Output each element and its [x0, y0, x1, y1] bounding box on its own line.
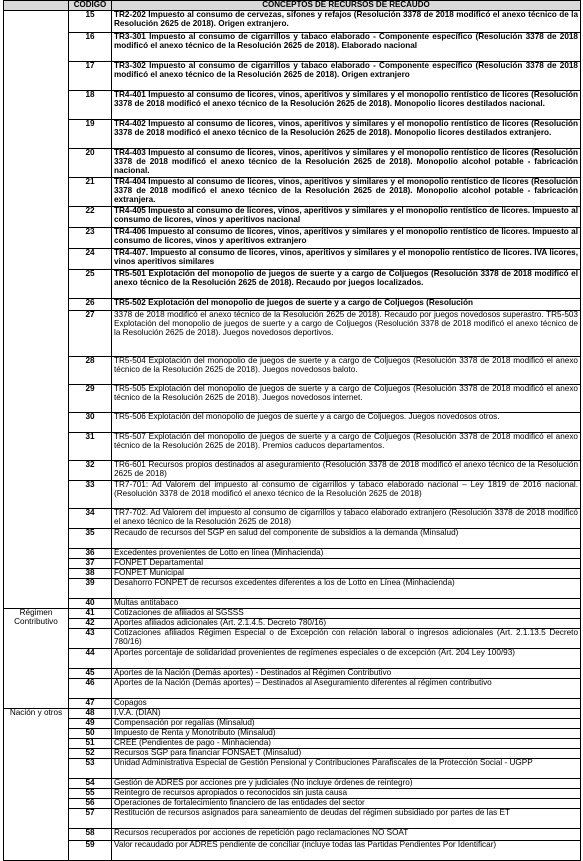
group-label [4, 11, 69, 609]
code-cell: 33 [69, 481, 112, 509]
concept-cell: Aportes de la Nación (Demás aportes) - Destinados al Régimen Contributivo [112, 669, 581, 679]
table-row [4, 739, 581, 749]
group-label: Régimen Contributivo [4, 609, 69, 709]
table-row [4, 719, 581, 729]
code-cell: 54 [69, 779, 112, 789]
code-cell: 25 [69, 270, 112, 299]
concept-cell: Cotizaciones de afiliados al SGSSS [112, 609, 581, 619]
code-cell: 42 [69, 619, 112, 629]
table-row [4, 759, 581, 779]
table-row [4, 385, 581, 413]
concept-cell: Recursos SGP para financiar FONSAET (Minsalud) [112, 749, 581, 759]
code-cell: 52 [69, 749, 112, 759]
code-cell: 17 [69, 62, 112, 91]
concept-cell: Recursos recuperados por acciones de repetición pago reclamaciones NO SOAT [112, 829, 581, 841]
table-row [4, 779, 581, 789]
concept-cell: TR7-702. Ad Valorem del impuesto al consumo de cigarrillos y tabaco elaborado extranjero (Resolución 3378 de 2018 modificó el anexo técnico de la Resolución 2625 de 2018) [112, 509, 581, 529]
concept-cell: Operaciones de fortalecimiento financiero de las entidades del sector [112, 799, 581, 809]
table-row [4, 509, 581, 529]
concept-cell: TR4-402 Impuesto al consumo de licores, vinos, aperitivos y similares y el monopolio rentístico de licores (Resolución 3378 de 2018 modificó el anexo técnico de la Resolución 2625 de 2018). Monopolio licores destilados extranjero. [112, 120, 581, 149]
code-cell: 59 [69, 841, 112, 861]
header-code: CODIGO [69, 1, 112, 11]
concept-cell: TR2-202 Impuesto al consumo de cervezas, sifones y refajos (Resolución 3378 de 2018 modificó el anexo técnico de la Resolución 2625 de 2018). Origen extranjero. [112, 11, 581, 33]
concept-cell: Aportes porcentaje de solidaridad provenientes de regímenes especiales o de excepción (Art. 204 Ley 100/93) [112, 649, 581, 669]
header-concept: CONCEPTOS DE RECURSOS DE RECAUDO [112, 1, 581, 11]
table-row [4, 91, 581, 120]
group-label: Nación y otros [4, 709, 69, 861]
concept-cell: TR4-404 Impuesto al consumo de licores, vinos, aperitivos y similares y el monopolio rentístico de licores (Resolución 3378 de 2018 modificó el anexo técnico de la Resolución 2625 de 2018). Monopolio alcohol potable - fabricación extranjera. [112, 178, 581, 207]
code-cell: 38 [69, 569, 112, 579]
code-cell: 34 [69, 509, 112, 529]
code-cell: 51 [69, 739, 112, 749]
table-row [4, 228, 581, 249]
table-row [4, 609, 581, 619]
code-cell: 49 [69, 719, 112, 729]
code-cell: 35 [69, 529, 112, 549]
table-row [4, 809, 581, 829]
concept-cell: CREE (Pendientes de pago - Minhacienda) [112, 739, 581, 749]
concept-cell: Impuesto de Renta y Monotributo (Minsalud) [112, 729, 581, 739]
table-row [4, 270, 581, 299]
code-cell: 24 [69, 249, 112, 270]
code-cell: 19 [69, 120, 112, 149]
code-cell: 22 [69, 207, 112, 228]
code-cell: 28 [69, 357, 112, 385]
concept-cell: Copagos [112, 699, 581, 709]
code-cell: 44 [69, 649, 112, 669]
concept-cell: Valor recaudado por ADRES pendiente de conciliar (incluye todas las Partidas Pendientes Por Identificar) [112, 841, 581, 861]
concept-cell: TR5-506 Explotación del monopolio de juegos de suerte y a cargo de Coljuegos. Juegos novedosos otros. [112, 413, 581, 433]
concept-cell: FONPET Departamental [112, 559, 581, 569]
table-row [4, 549, 581, 559]
table-row [4, 789, 581, 799]
table-row [4, 481, 581, 509]
table-row [4, 649, 581, 669]
code-cell: 43 [69, 629, 112, 649]
concept-cell: TR4-401 Impuesto al consumo de licores, vinos, aperitivos y similares y el monopolio rentístico de licores (Resolución 3378 de 2018 modificó el anexo técnico de la Resolución 2625 de 2018). Monopolio licores destilados nacional. [112, 91, 581, 120]
concept-cell: TR3-302 Impuesto al consumo de cigarrillos y tabaco elaborado - Componente específico (Resolución 3378 de 2018 modificó el anexo técnico de la Resolución 2625 de 2018). Origen extranjero [112, 62, 581, 91]
table-row [4, 619, 581, 629]
table-row [4, 120, 581, 149]
concept-cell: TR5-505 Explotación del monopolio de juegos de suerte y a cargo de Coljuegos (Resolución 3378 de 2018 modificó el anexo técnico de la Resolución 2625 de 2018). Juegos novedosos internet. [112, 385, 581, 413]
table-row [4, 799, 581, 809]
table-row [4, 629, 581, 649]
table-row [4, 62, 581, 91]
concept-cell: TR3-301 Impuesto al consumo de cigarrillos y tabaco elaborado - Componente específico (Resolución 3378 de 2018 modificó el anexo técnico de la Resolución 2625 de 2018). Elaborado nacional [112, 33, 581, 62]
code-cell: 36 [69, 549, 112, 559]
concept-cell: Excedentes provenientes de Lotto en línea (Minhacienda) [112, 549, 581, 559]
table-row [4, 249, 581, 270]
table-row [4, 433, 581, 461]
code-cell: 31 [69, 433, 112, 461]
code-cell: 15 [69, 11, 112, 33]
table-row [4, 149, 581, 178]
code-cell: 46 [69, 679, 112, 699]
table-row [4, 679, 581, 699]
table-row [4, 413, 581, 433]
table-row [4, 207, 581, 228]
table-row [4, 559, 581, 569]
table-body [4, 11, 581, 861]
table-row [4, 11, 581, 33]
concept-cell: Reintegro de recursos apropiados o reconocidos sin justa causa [112, 789, 581, 799]
code-cell: 23 [69, 228, 112, 249]
concept-cell: TR4-405 Impuesto al consumo de licores, vinos, aperitivos y similares y el monopolio rentístico de licores. Impuesto al consumo de licores, vinos y aperitivos nacional [112, 207, 581, 228]
concept-cell: Desahorro FONPET de recursos excedentes diferentes a los de Lotto en Línea (Minhacienda) [112, 579, 581, 599]
table-row [4, 357, 581, 385]
code-cell: 27 [69, 311, 112, 357]
table-row [4, 749, 581, 759]
concept-cell: TR6-601 Recursos propios destinados al aseguramiento (Resolución 3378 de 2018 modificó el anexo técnico de la Resolución 2625 de 2018) [112, 461, 581, 481]
table-row [4, 579, 581, 599]
table-row [4, 699, 581, 709]
code-cell: 45 [69, 669, 112, 679]
code-cell: 32 [69, 461, 112, 481]
concept-cell: TR5-507 Explotación del monopolio de juegos de suerte y a cargo de Coljuegos (Resolución 3378 de 2018 modificó el anexo técnico de la Resolución 2625 de 2018). Premios caducos departamentos. [112, 433, 581, 461]
table-row [4, 178, 581, 207]
table-row [4, 569, 581, 579]
code-cell: 41 [69, 609, 112, 619]
header-row [4, 1, 581, 11]
code-cell: 37 [69, 559, 112, 569]
table-row [4, 599, 581, 609]
concept-cell: 3378 de 2018 modificó el anexo técnico de la Resolución 2625 de 2018). Recaudo por juegos novedosos superastro. TR5-503 Explotación del monopolio de juegos de suerte y a cargo de Coljuegos (Resolución 3378 de 2018 modificó el anexo técnico de la Resolución 2625 de 2018). Juegos novedosos deportivos. [112, 311, 581, 357]
code-cell: 58 [69, 829, 112, 841]
code-cell: 16 [69, 33, 112, 62]
table-row [4, 729, 581, 739]
table-row [4, 299, 581, 311]
concept-cell: Cotizaciones afiliados Régimen Especial o de Excepción con relación laboral o ingresos adicionales (Art. 2.1.13.5 Decreto 780/16) [112, 629, 581, 649]
table-row [4, 669, 581, 679]
code-cell: 26 [69, 299, 112, 311]
code-cell: 48 [69, 709, 112, 719]
concept-cell: TR7-701: Ad Valorem del impuesto al consumo de cigarrillos y tabaco elaborado nacional – Ley 1819 de 2016 nacional. (Resolución 3378 de 2018 modificó el anexo técnico de la Resolución 2625 de 2018) [112, 481, 581, 509]
concept-cell: TR4-406 Impuesto al consumo de licores, vinos, aperitivos y similares y el monopolio rentístico de licores. Impuesto al consumo de licores, vinos y aperitivos extranjero [112, 228, 581, 249]
table-row [4, 829, 581, 841]
header-group [4, 1, 69, 11]
code-cell: 29 [69, 385, 112, 413]
table-row [4, 709, 581, 719]
concept-cell: TR5-501 Explotación del monopolio de juegos de suerte y a cargo de Coljuegos (Resolución 3378 de 2018 modificó el anexo técnico de la Resolución 2625 de 2018). Recaudo por juegos localizados. [112, 270, 581, 299]
concept-cell: Restitución de recursos asignados para saneamiento de deudas del régimen subsidiado por partes de las ET [112, 809, 581, 829]
concept-cell: FONPET Municipal [112, 569, 581, 579]
table-row [4, 311, 581, 357]
table-row [4, 461, 581, 481]
code-cell: 40 [69, 599, 112, 609]
concept-cell: Aportes afiliados adicionales (Art. 2.1.4.5. Decreto 780/16) [112, 619, 581, 629]
code-cell: 56 [69, 799, 112, 809]
code-cell: 47 [69, 699, 112, 709]
concept-cell: Aportes de la Nación (Demás aportes) – Destinados al Aseguramiento diferentes al régimen contributivo [112, 679, 581, 699]
concept-cell: Gestión de ADRES por acciones pre y judiciales (No incluye órdenes de reintegro) [112, 779, 581, 789]
code-cell: 18 [69, 91, 112, 120]
concept-cell: Unidad Administrativa Especial de Gestión Pensional y Contribuciones Parafiscales de la Protección Social - UGPP [112, 759, 581, 779]
code-cell: 50 [69, 729, 112, 739]
code-cell: 55 [69, 789, 112, 799]
concept-cell: Recaudo de recursos del SGP en salud del componente de subsidios a la demanda (Minsalud) [112, 529, 581, 549]
concept-cell: Multas antitabaco [112, 599, 581, 609]
code-cell: 39 [69, 579, 112, 599]
concept-cell: TR5-504 Explotación del monopolio de juegos de suerte y a cargo de Coljuegos (Resolución 3378 de 2018 modificó el anexo técnico de la Resolución 2625 de 2018). Juegos novedosos baloto. [112, 357, 581, 385]
concept-cell: TR4-403 Impuesto al consumo de licores, vinos, aperitivos y similares y el monopolio rentístico de licores (Resolución 3378 de 2018 modificó el anexo técnico de la Resolución 2625 de 2018). Monopolio alcohol potable - fabricación nacional. [112, 149, 581, 178]
concept-cell: TR4-407. Impuesto al consumo de licores, vinos, aperitivos y similares y el monopolio rentístico de licores. IVA licores, vinos aperitivos similares [112, 249, 581, 270]
code-cell: 20 [69, 149, 112, 178]
code-cell: 53 [69, 759, 112, 779]
recaudo-table [3, 0, 581, 861]
table-row [4, 33, 581, 62]
table-row [4, 841, 581, 861]
table-row [4, 529, 581, 549]
concept-cell: I.V.A. (DIAN) [112, 709, 581, 719]
concept-cell: Compensación por regalías (Minsalud) [112, 719, 581, 729]
concept-cell: TR5-502 Explotación del monopolio de juegos de suerte y a cargo de Coljuegos (Resolución [112, 299, 581, 311]
code-cell: 30 [69, 413, 112, 433]
code-cell: 21 [69, 178, 112, 207]
code-cell: 57 [69, 809, 112, 829]
